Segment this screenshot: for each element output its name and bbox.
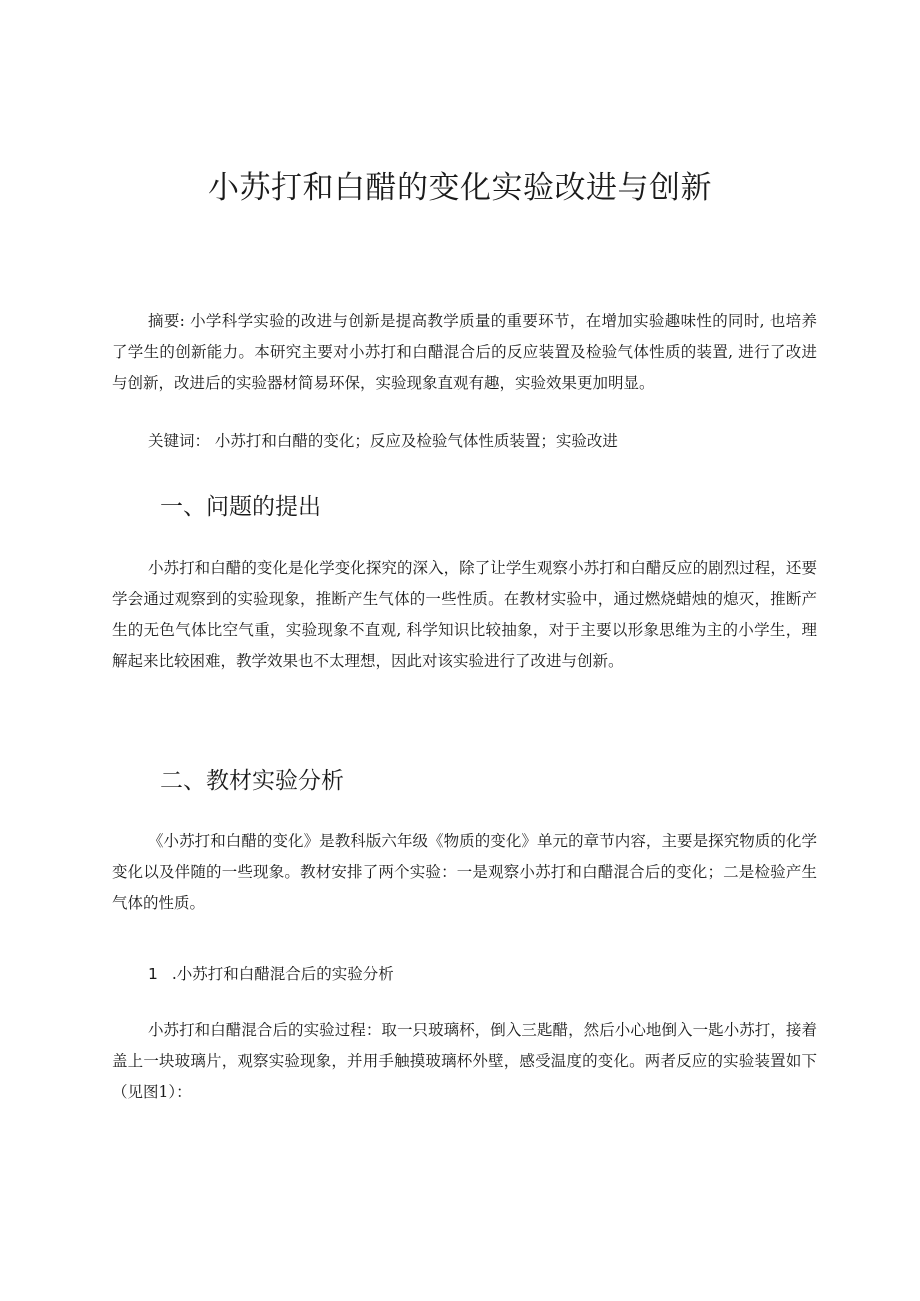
section-1-paragraph: 小苏打和白醋的变化是化学变化探究的深入，除了让学生观察小苏打和白醋反应的剧烈过程，还要学会通过观察到的实验现象，推断产生气体的一些性质。在教材实验中，通过燃烧蜡烛的熄灭，推断产生的无色气体比空气重，实验现象不直观, 科学知识比较抽象，对于主要以形象思维为主的小学生，理解起来比较困难，教学效果也不太理想，因此对该实验进行了改进与创新。: [112, 559, 817, 670]
keywords-paragraph: 关键词： 小苏打和白醋的变化；反应及检验气体性质装置；实验改进: [148, 432, 618, 450]
abstract-paragraph: 摘要: 小学科学实验的改进与创新是提高教学质量的重要环节，在增加实验趣味性的同时, 也培养了学生的创新能力。本研究主要对小苏打和白醋混合后的反应装置及检验气体性质的装置, 进行了改进与创新，改进后的实验器材简易环保，实验现象直观有趣，实验效果更加明显。: [112, 312, 817, 392]
subsection-1-heading: [148, 960, 394, 988]
document-title: 小苏打和白醋的变化实验改进与创新: [208, 170, 712, 206]
section-2-paragraph: 《小苏打和白醋的变化》是教科版六年级《物质的变化》单元的章节内容，主要是探究物质的化学变化以及伴随的一些现象。教材安排了两个实验：一是观察小苏打和白醋混合后的变化；二是检验产生气体的性质。: [112, 832, 817, 912]
subsection-1-number: 1: [148, 965, 158, 983]
subsection-1-title: .小苏打和白醋混合后的实验分析: [171, 965, 394, 983]
section-2-heading: 二、教材实验分析: [160, 768, 344, 794]
section-1-heading: 一、问题的提出: [160, 494, 321, 520]
subsection-1-paragraph: 小苏打和白醋混合后的实验过程：取一只玻璃杯，倒入三匙醋，然后小心地倒入一匙小苏打，接着盖上一块玻璃片，观察实验现象，并用手触摸玻璃杯外壁，感受温度的变化。两者反应的实验装置如下（见图1）：: [112, 1021, 817, 1101]
